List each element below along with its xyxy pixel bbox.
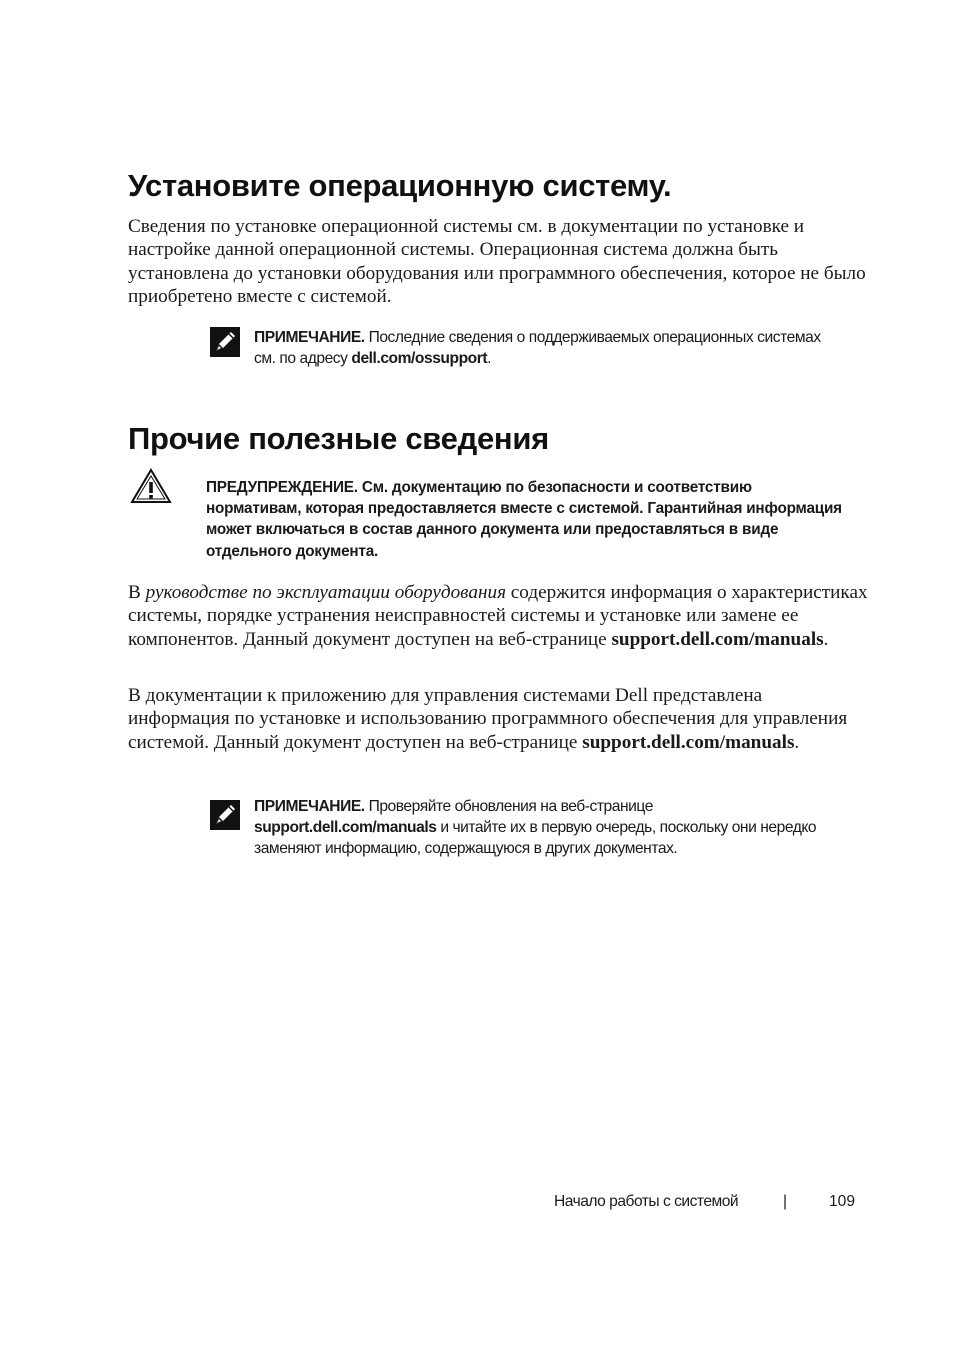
note-label: ПРИМЕЧАНИЕ. (254, 798, 365, 815)
hardware-manual-title: руководстве по эксплуатации оборудования (145, 582, 506, 603)
footer-separator: | (783, 1193, 788, 1210)
systems-management-paragraph (128, 684, 868, 754)
p2-suffix: . (794, 731, 800, 753)
p1-middle: содержится информация о характеристиках системы, порядке устранения неисправностей системы и установке или замене ее компонентов. Данный документ доступен на веб-странице (128, 582, 868, 650)
manuals-link[interactable]: support.dell.com/manuals (582, 731, 795, 753)
p1-suffix: . (823, 628, 829, 650)
note-supported-os (254, 327, 834, 369)
p2-text: В документации к приложению для управления системами Dell представлена информация по установке и использованию программного обеспечения для управления системой. Данный документ доступен на веб-странице (128, 685, 848, 753)
note-rest: и читайте их в первую очередь, поскольку они нередко заменяют информацию, содержащуюся в других документах. (254, 819, 817, 857)
note-suffix: . (487, 350, 491, 367)
footer-title: Начало работы с системой (554, 1193, 739, 1210)
note-pencil-icon (210, 327, 240, 357)
warning-safety: ПРЕДУПРЕЖДЕНИЕ. См. документацию по безопасности и соответствию нормативам, которая предоставляется вместе с системой. Гарантийная информация может включаться в состав данного документа или предоставляться в виде отдельного документа. (206, 479, 842, 560)
manuals-link[interactable]: support.dell.com/manuals (254, 819, 437, 836)
manuals-link[interactable]: support.dell.com/manuals (611, 628, 824, 650)
install-os-paragraph: Сведения по установке операционной системы см. в документации по установке и настройке данной операционной системы. Операционная система должна быть установлена до установки оборудования или программного обеспечения, которое не было приобретено вместе с системой. (128, 216, 866, 307)
warning-triangle-icon (130, 468, 172, 504)
page-number: 109 (829, 1193, 856, 1210)
ossupport-link[interactable]: dell.com/ossupport (351, 350, 488, 367)
note-check-updates (254, 796, 834, 859)
note-body: Последние сведения о поддерживаемых операционных системах см. по адресу (254, 329, 821, 367)
section-title-other-info: Прочие полезные сведения (128, 421, 549, 456)
hardware-manual-paragraph (128, 581, 868, 651)
section-title-install-os: Установите операционную систему. (128, 168, 672, 203)
note-label: ПРИМЕЧАНИЕ. (254, 329, 365, 346)
p1-prefix: В (128, 582, 146, 603)
note-pencil-icon (210, 800, 240, 830)
note-body: Проверяйте обновления на веб-странице (364, 798, 653, 815)
